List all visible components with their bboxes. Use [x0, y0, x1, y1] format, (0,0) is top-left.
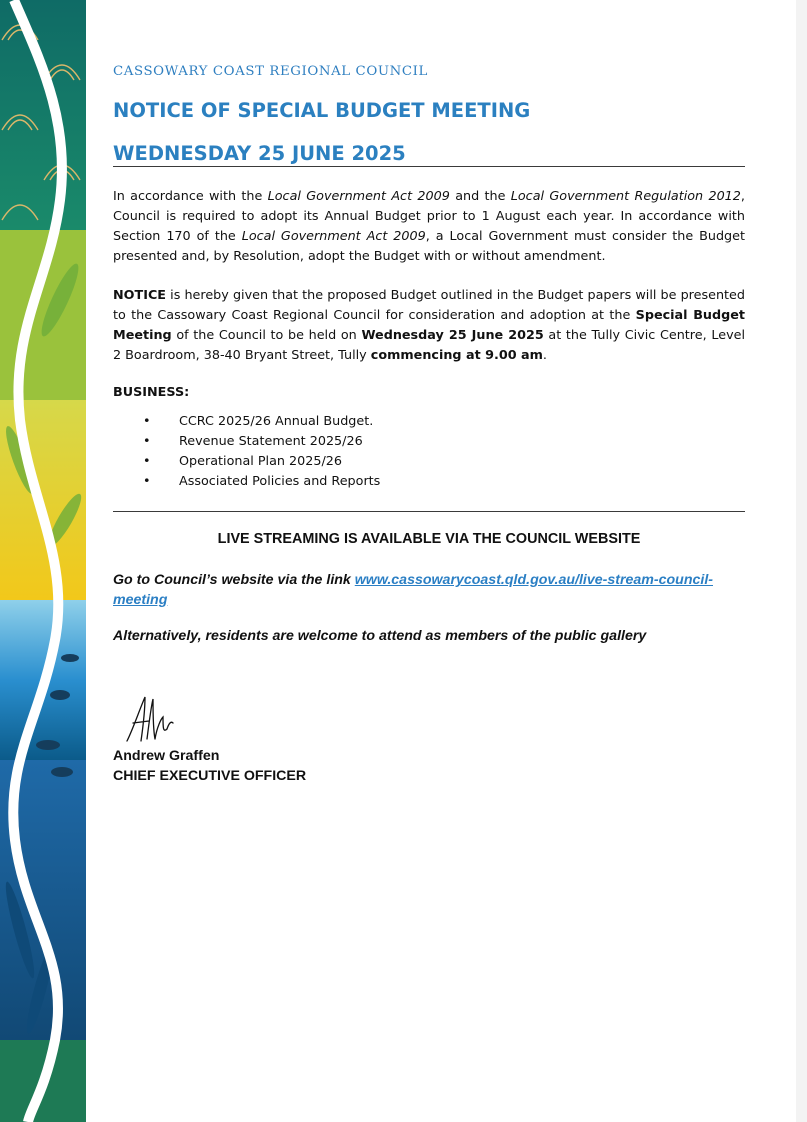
act-title: Local Government Act 2009: [241, 229, 426, 244]
list-item-text: Associated Policies and Reports: [179, 474, 381, 489]
signature-image: [123, 693, 183, 745]
organisation-name: CASSOWARY COAST REGIONAL COUNCIL: [113, 64, 428, 79]
section-divider: [113, 511, 745, 512]
list-item-text: Revenue Statement 2025/26: [179, 434, 363, 449]
list-item: [113, 452, 380, 472]
title-divider: [113, 166, 745, 167]
signatory-name: Andrew Graffen: [113, 748, 220, 764]
meeting-day: Wednesday 25 June 2025: [361, 328, 544, 343]
regulation-title: Local Government Regulation 2012: [510, 189, 741, 204]
text: and the: [449, 189, 511, 204]
meeting-time: commencing at 9.00 am: [370, 348, 543, 363]
business-list: [113, 412, 380, 492]
meeting-date: WEDNESDAY 25 JUNE 2025: [113, 142, 406, 165]
list-item: [113, 412, 380, 432]
text: of the Council to be held on: [171, 328, 362, 343]
bullet: •: [143, 434, 151, 449]
bullet: •: [143, 454, 151, 469]
live-stream-link[interactable]: www.cassowarycoast.qld.gov.au/live-stream-council-meeting: [113, 572, 713, 608]
bullet: •: [143, 414, 151, 429]
public-gallery-note: Alternatively, residents are welcome to attend as members of the public gallery: [113, 628, 647, 644]
meeting-name: Special Budget Meeting: [113, 308, 746, 343]
decorative-side-artwork: [0, 0, 86, 1122]
intro-paragraph: [113, 187, 745, 267]
text: , Council is required to adopt its Annual Budget prior to 1 August each year. In accordance with Section 170 of the: [113, 189, 745, 244]
website-instructions: [113, 570, 753, 610]
page-edge: [796, 0, 807, 1122]
list-item-text: CCRC 2025/26 Annual Budget.: [179, 414, 374, 429]
text: , a Local Government must consider the Budget presented and, by Resolution, adopt the Budget with or without amendment.: [113, 229, 745, 264]
text: is hereby given that the proposed Budget outlined in the Budget papers will be presented to the Cassowary Coast Regional Council for consideration and adoption at the: [113, 288, 745, 323]
bullet: •: [143, 474, 151, 489]
notice-label: NOTICE: [113, 288, 167, 303]
business-heading: BUSINESS:: [113, 385, 190, 400]
text: In accordance with the: [113, 189, 268, 204]
instruction-text: Go to Council’s website via the link: [113, 572, 355, 588]
signatory-role: CHIEF EXECUTIVE OFFICER: [113, 768, 307, 784]
text: .: [542, 348, 547, 363]
live-stream-heading: LIVE STREAMING IS AVAILABLE VIA THE COUNCIL WEBSITE: [217, 531, 641, 547]
list-item: [113, 472, 380, 492]
notice-paragraph: [113, 286, 745, 366]
list-item-text: Operational Plan 2025/26: [179, 454, 343, 469]
notice-title: NOTICE OF SPECIAL BUDGET MEETING: [113, 99, 531, 122]
text: at the Tully Civic Centre, Level 2 Boardroom, 38-40 Bryant Street, Tully: [113, 328, 745, 363]
act-title: Local Government Act 2009: [267, 189, 450, 204]
list-item: [113, 432, 380, 452]
